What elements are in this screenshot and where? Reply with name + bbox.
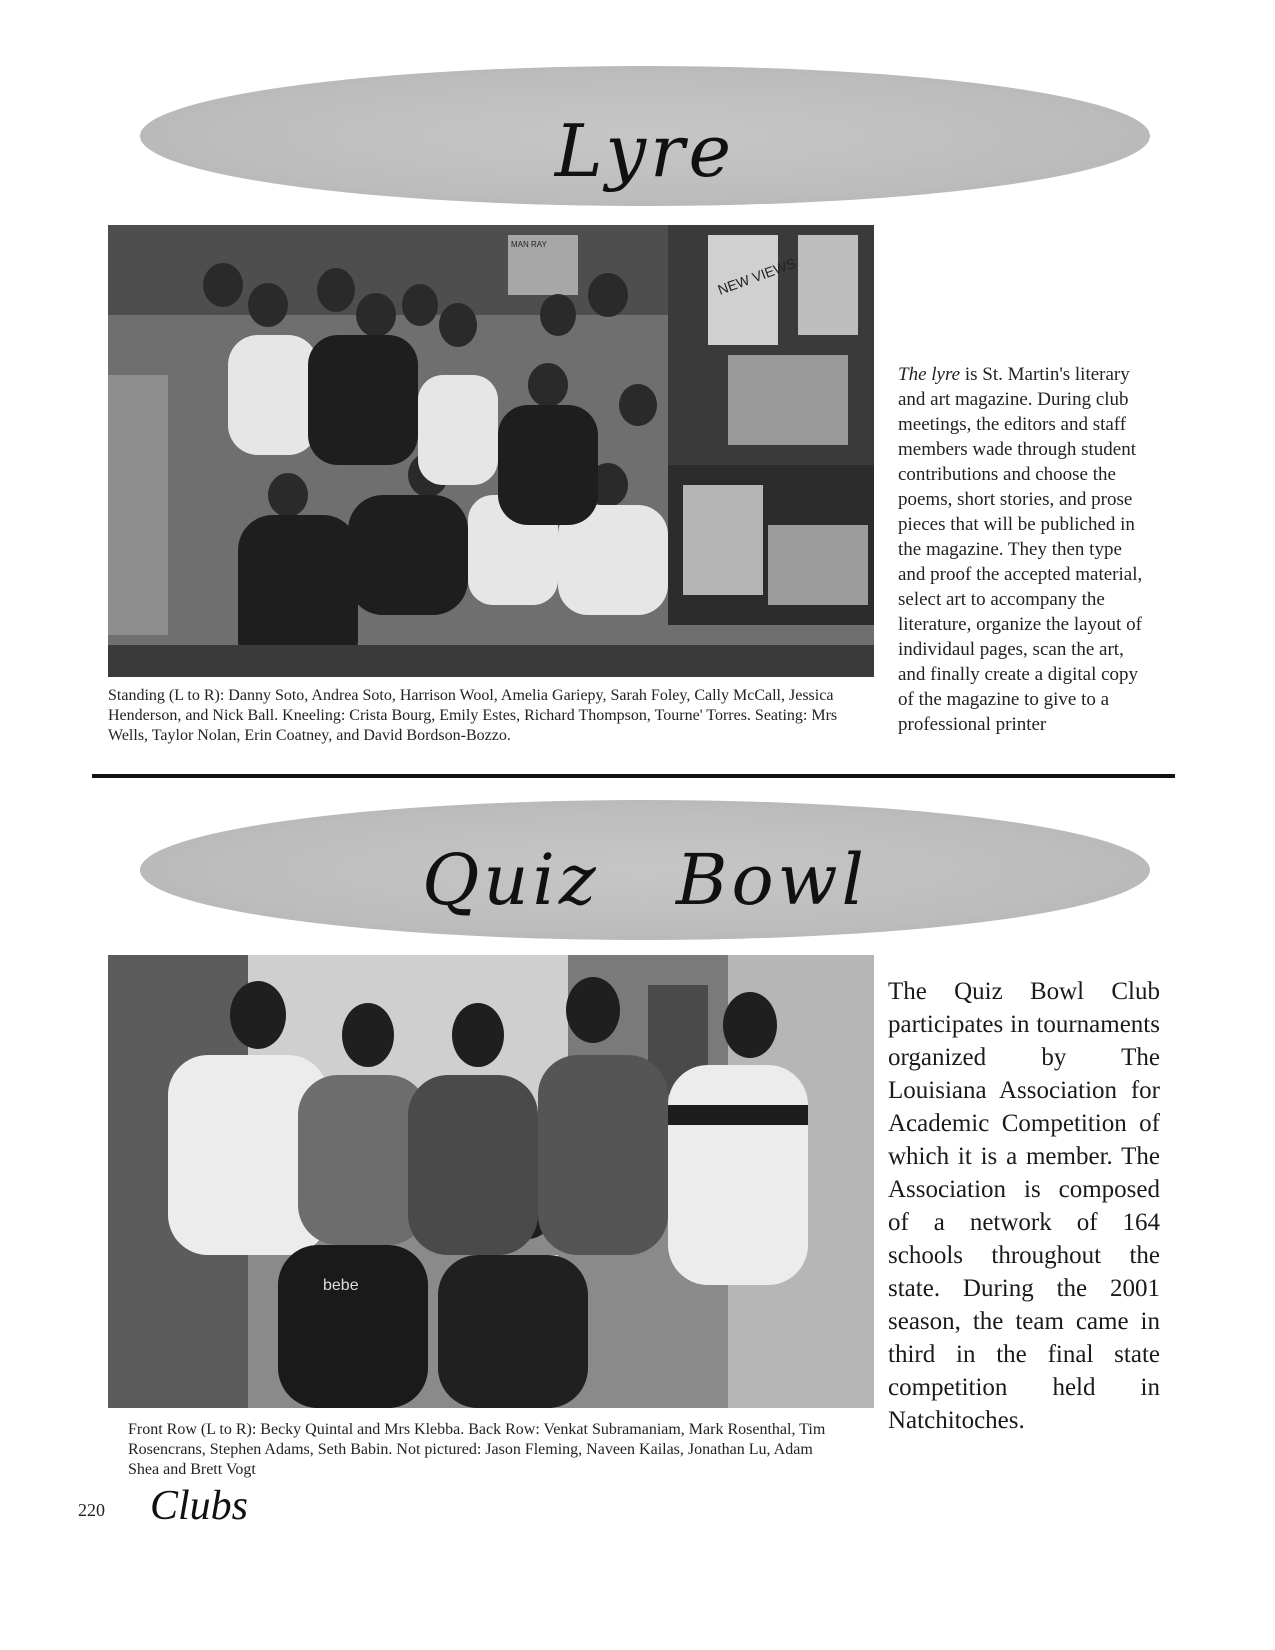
lyre-title: Lyre xyxy=(554,109,736,193)
section-title: Clubs xyxy=(150,1483,249,1529)
lyre-banner xyxy=(140,66,1150,206)
section-divider xyxy=(92,774,1175,778)
quiz-bowl-description: The Quiz Bowl Club participates in tournaments organized by The Louisiana Association for Academic Competition of which it is a member. The Association is composed of a network of 164 schools throughout the state. During the 2001 season, the team came in third in the final state competition held in Natchitoches. xyxy=(888,978,1160,1434)
quiz-bowl-photo-illustration xyxy=(108,955,874,1408)
lyre-photo-illustration xyxy=(108,225,874,677)
page-number: 220 xyxy=(78,1500,105,1520)
quiz-bowl-caption: Front Row (L to R): Becky Quintal and Mrs Klebba. Back Row: Venkat Subramaniam, Mark Rosenthal, Tim Rosencrans, Stephen Adams, Seth Babin. Not pictured: Jason Fleming, Naveen Kailas, Jonathan Lu, Adam Shea and Brett Vogt xyxy=(128,1421,826,1478)
lyre-description xyxy=(898,362,1154,737)
quiz-bowl-photo-shirt-text: bebe xyxy=(323,1277,359,1294)
lyre-photo-sign-2: NEW VIEWS xyxy=(715,254,798,298)
quiz-bowl-group-photo xyxy=(108,955,874,1408)
quiz-bowl-banner xyxy=(140,800,1150,940)
lyre-description-body: is St. Martin's literary and art magazine. During club meetings, the editors and staff members wade through student contributions and choose the poems, short stories, and prose pieces that will be publiched in the magazine. They then type and proof the accepted material, select art to accompany the literature, organize the layout of individaul pages, scan the art, and finally create a digital copy of the magazine to give to a professional printer xyxy=(898,364,1143,735)
lyre-caption: Standing (L to R): Danny Soto, Andrea Soto, Harrison Wool, Amelia Gariepy, Sarah Foley, Cally McCall, Jessica Henderson, and Nick Ball. Kneeling: Crista Bourg, Emily Estes, Richard Thompson, Tourne' Torres. Seating: Mrs Wells, Taylor Nolan, Erin Coatney, and David Bordson-Bozzo. xyxy=(108,687,838,744)
lyre-group-photo xyxy=(108,225,874,677)
quiz-bowl-title: Quiz Bowl xyxy=(422,839,868,921)
lyre-description-lead: The lyre xyxy=(898,364,961,385)
lyre-photo-sign-1: MAN RAY xyxy=(511,240,547,249)
